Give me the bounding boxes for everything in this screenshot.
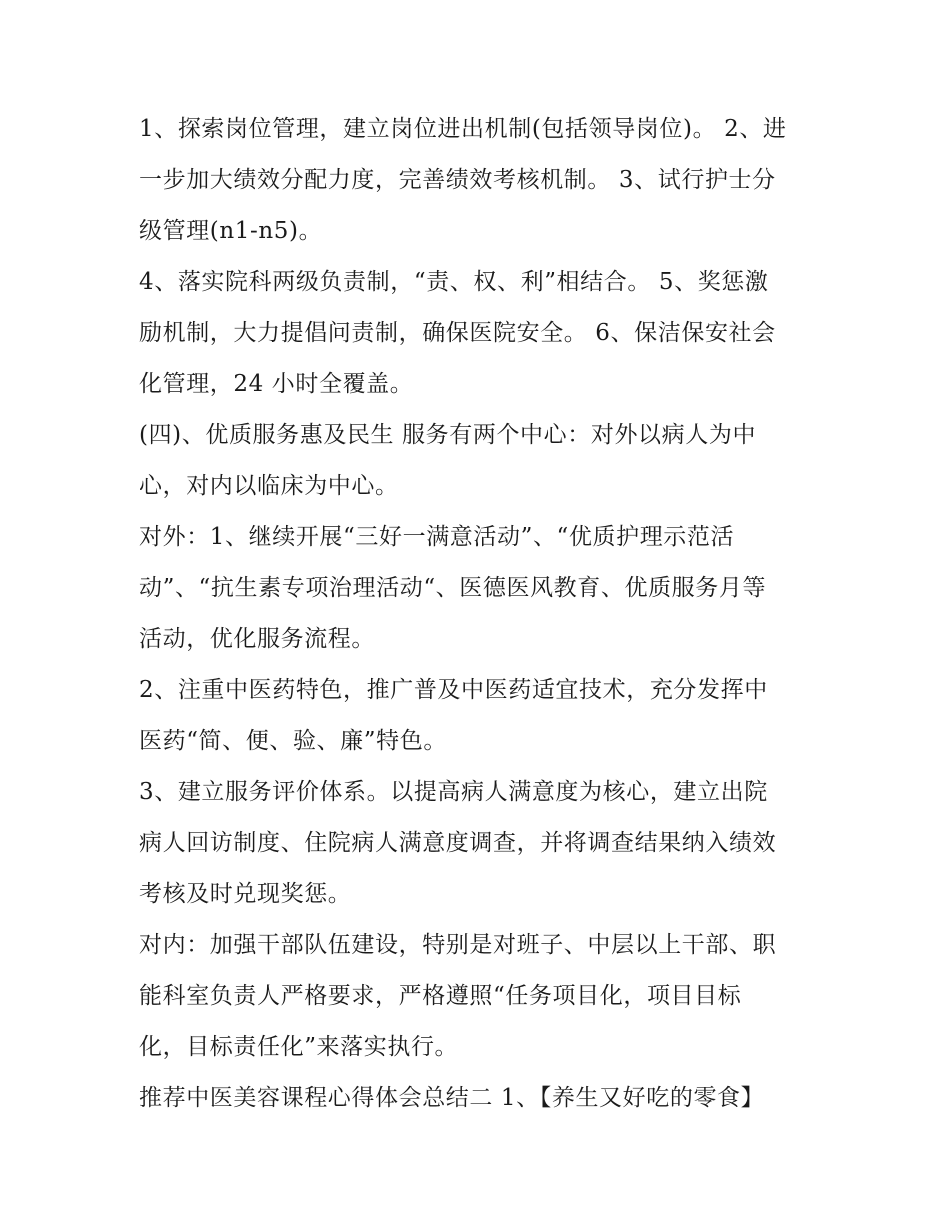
text-line: 励机制，大力提倡问责制，确保医院安全。 6、保洁保安社会: [139, 320, 776, 346]
text-line: 2、注重中医药特色，推广普及中医药适宜技术，充分发挥中: [139, 677, 768, 703]
text-line: 活动，优化服务流程。: [139, 626, 375, 652]
text-line: 心，对内以临床为中心。: [139, 473, 399, 499]
document-body: [139, 104, 819, 1124]
text-line: 考核及时兑现奖惩。: [139, 881, 352, 907]
text-line: 1、探索岗位管理，建立岗位进出机制(包括领导岗位)。 2、进: [139, 116, 787, 142]
text-line: 4、落实院科两级负责制，“责、权、利”相结合。 5、奖惩激: [139, 269, 769, 295]
text-line: 能科室负责人严格要求，严格遵照“任务项目化，项目目标: [139, 983, 742, 1009]
text-line: 一步加大绩效分配力度，完善绩效考核机制。 3、试行护士分: [139, 167, 776, 193]
text-line: 对内：加强干部队伍建设，特别是对班子、中层以上干部、职: [139, 932, 777, 958]
text-line: 动”、“抗生素专项治理活动“、医德医风教育、优质服务月等: [139, 575, 767, 601]
text-line: 对外：1、继续开展“三好一满意活动”、“优质护理示范活: [139, 524, 735, 550]
text-line: 医药“简、便、验、廉”特色。: [139, 728, 447, 754]
text-line: 级管理(n1-n5)。: [139, 218, 323, 244]
text-line: 推荐中医美容课程心得体会总结二 1、【养生又好吃的零食】: [139, 1085, 765, 1111]
text-line: (四)、优质服务惠及民生 服务有两个中心：对外以病人为中: [139, 422, 757, 448]
text-line: 化，目标责任化”来落实执行。: [139, 1034, 459, 1060]
text-line: 化管理，24 小时全覆盖。: [139, 371, 414, 397]
text-line: 病人回访制度、住院病人满意度调查，并将调查结果纳入绩效: [139, 830, 777, 856]
text-line: 3、建立服务评价体系。以提高病人满意度为核心，建立出院: [139, 779, 768, 805]
